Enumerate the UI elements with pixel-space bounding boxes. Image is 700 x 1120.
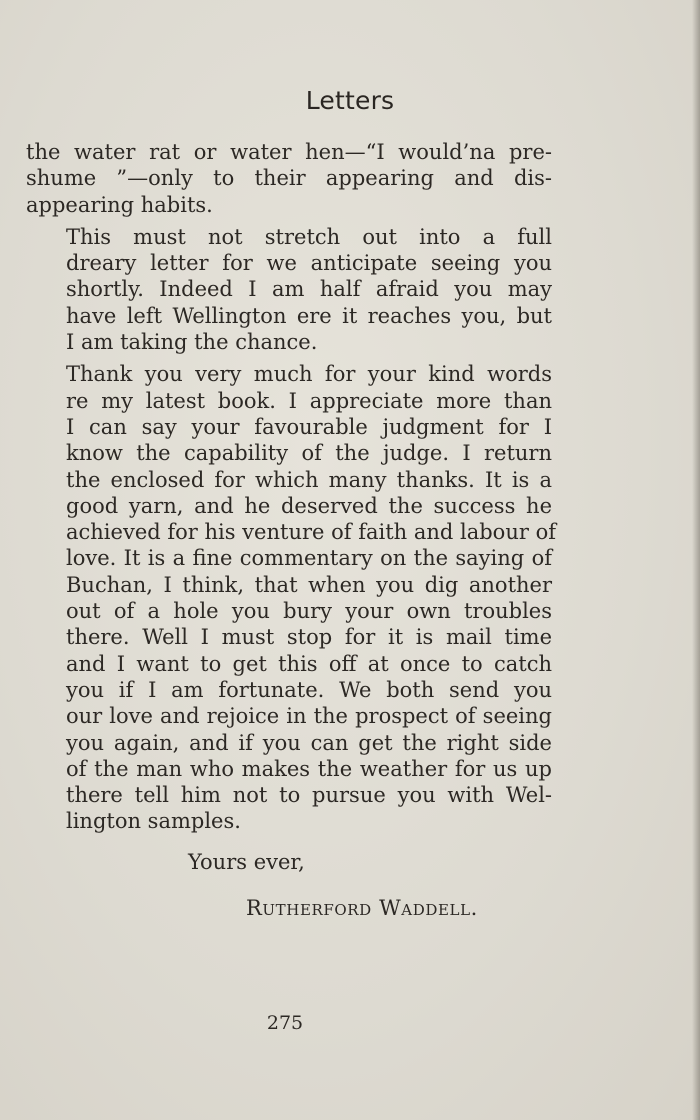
text-line: our love and rejoice in the prospect of seeing: [66, 704, 552, 729]
text-line: Buchan, I think, that when you dig another: [66, 572, 552, 597]
text-line: Thank you very much for your kind words: [66, 362, 552, 387]
page-edge-shadow: [692, 0, 700, 1120]
text-line: the water rat or water hen—“I would’na pre-: [26, 140, 552, 164]
text-line: This must not stretch out into a full: [66, 224, 552, 249]
text-line: know the capability of the judge. I return: [66, 441, 552, 466]
text-line: love. It is a fine commentary on the saying of: [66, 546, 552, 571]
text-line: the enclosed for which many thanks. It is a: [66, 467, 552, 492]
text-line: I can say your favourable judgment for I: [66, 414, 552, 439]
paragraph-1: [26, 139, 552, 218]
text-line: lington samples.: [66, 809, 241, 834]
text-line: out of a hole you bury your own troubles: [66, 599, 552, 624]
text-line: of the man who makes the weather for us up: [66, 756, 552, 781]
letter-signature: Rutherford Waddell.: [246, 896, 478, 920]
letter-body: [26, 139, 556, 835]
text-line: there. Well I must stop for it is mail time: [66, 625, 552, 650]
text-line: I am taking the chance.: [66, 330, 318, 355]
text-line: achieved for his venture of faith and labour of: [66, 520, 556, 545]
page-number: 275: [266, 1012, 304, 1034]
text-line: shortly. Indeed I am half afraid you may: [66, 277, 552, 302]
text-line: there tell him not to pursue you with Wel-: [66, 783, 552, 808]
text-line: re my latest book. I appreciate more than: [66, 388, 552, 413]
letter-closing: Yours ever,: [188, 850, 305, 874]
paragraph-3: [26, 361, 556, 834]
running-title: Letters: [305, 86, 395, 115]
text-line: good yarn, and he deserved the success he: [66, 493, 552, 518]
paragraph-2: [26, 224, 552, 355]
text-line: appearing habits.: [26, 192, 213, 217]
text-line: have left Wellington ere it reaches you, but: [66, 303, 552, 328]
text-line: and I want to get this off at once to catch: [66, 651, 552, 676]
text-line: shume ”—only to their appearing and dis-: [26, 166, 552, 191]
text-line: you again, and if you can get the right side: [66, 730, 552, 755]
text-line: dreary letter for we anticipate seeing you: [66, 251, 552, 276]
text-line: you if I am fortunate. We both send you: [66, 677, 552, 702]
